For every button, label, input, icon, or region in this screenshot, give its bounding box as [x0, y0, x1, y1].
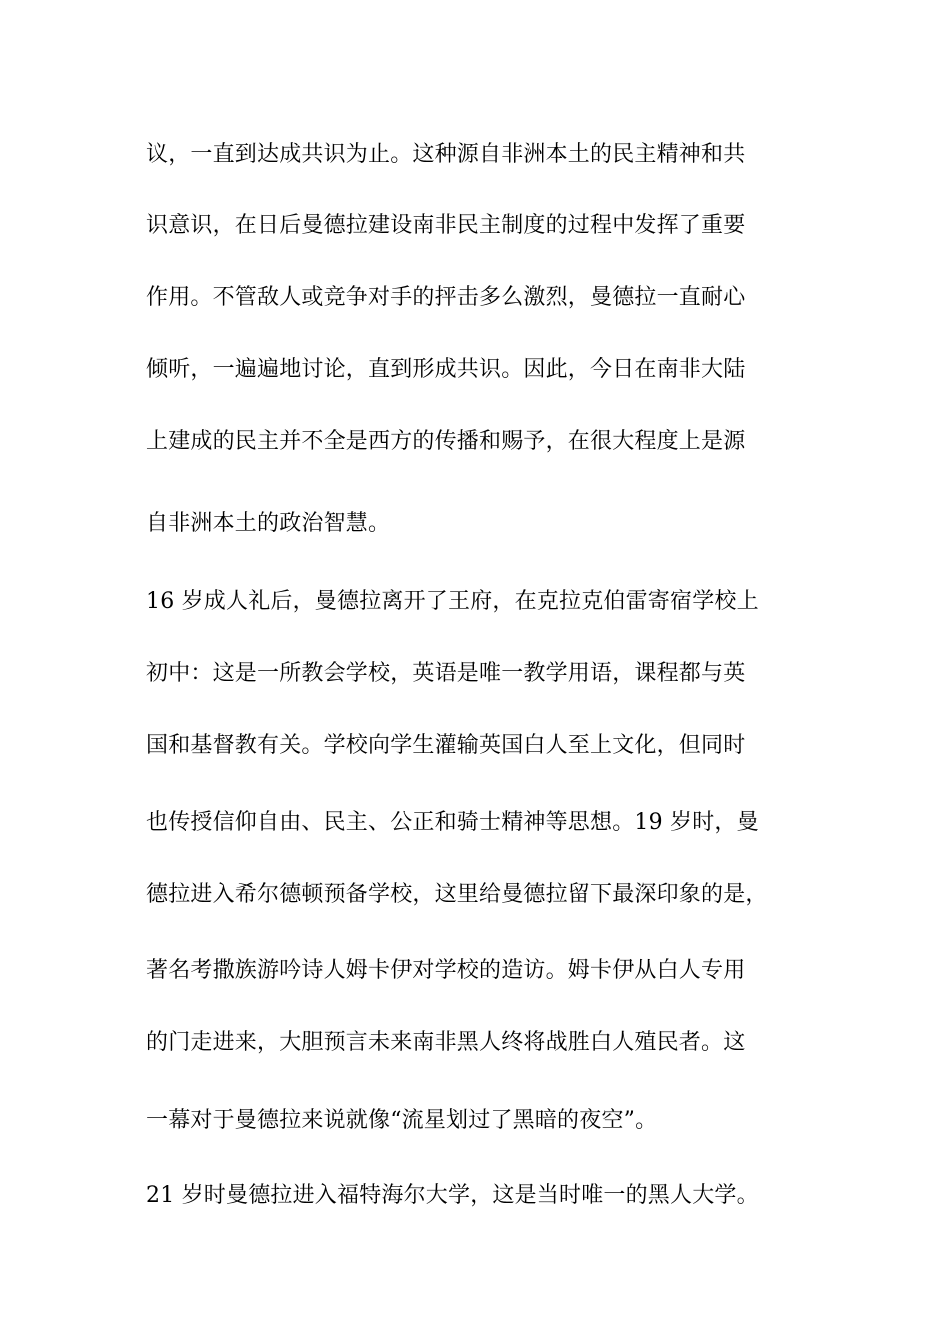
text-line: 的门走进来，大胆预言未来南非黑人终将战胜白人殖民者。这 [146, 1030, 746, 1055]
text-line: 著名考撒族游吟诗人姆卡伊对学校的造访。姆卡伊从白人专用 [146, 958, 746, 983]
text-line: 初中：这是一所教会学校，英语是唯一教学用语，课程都与英 [146, 661, 746, 686]
text-line: 国和基督教有关。学校向学生灌输英国白人至上文化，但同时 [146, 733, 746, 758]
text-line: 一幕对于曼德拉来说就像“流星划过了黑暗的夜空”。 [146, 1108, 658, 1133]
text-line: 作用。不管敌人或竞争对手的抨击多么激烈，曼德拉一直耐心 [146, 285, 746, 310]
text-line: 16 岁成人礼后，曼德拉离开了王府，在克拉克伯雷寄宿学校上 [146, 589, 759, 614]
text-line: 德拉进入希尔德顿预备学校，这里给曼德拉留下最深印象的是， [146, 882, 768, 907]
text-line: 也传授信仰自由、民主、公正和骑士精神等思想。19 岁时，曼 [146, 810, 759, 835]
text-line: 自非洲本土的政治智慧。 [146, 511, 391, 536]
text-line: 识意识，在日后曼德拉建设南非民主制度的过程中发挥了重要 [146, 213, 746, 238]
text-line: 议，一直到达成共识为止。这种源自非洲本土的民主精神和共 [146, 142, 746, 167]
text-line: 上建成的民主并不全是西方的传播和赐予，在很大程度上是源 [146, 429, 746, 454]
text-line: 倾听，一遍遍地讨论，直到形成共识。因此，今日在南非大陆 [146, 357, 746, 382]
text-line: 21 岁时曼德拉进入福特海尔大学，这是当时唯一的黑人大学。 [146, 1183, 759, 1208]
